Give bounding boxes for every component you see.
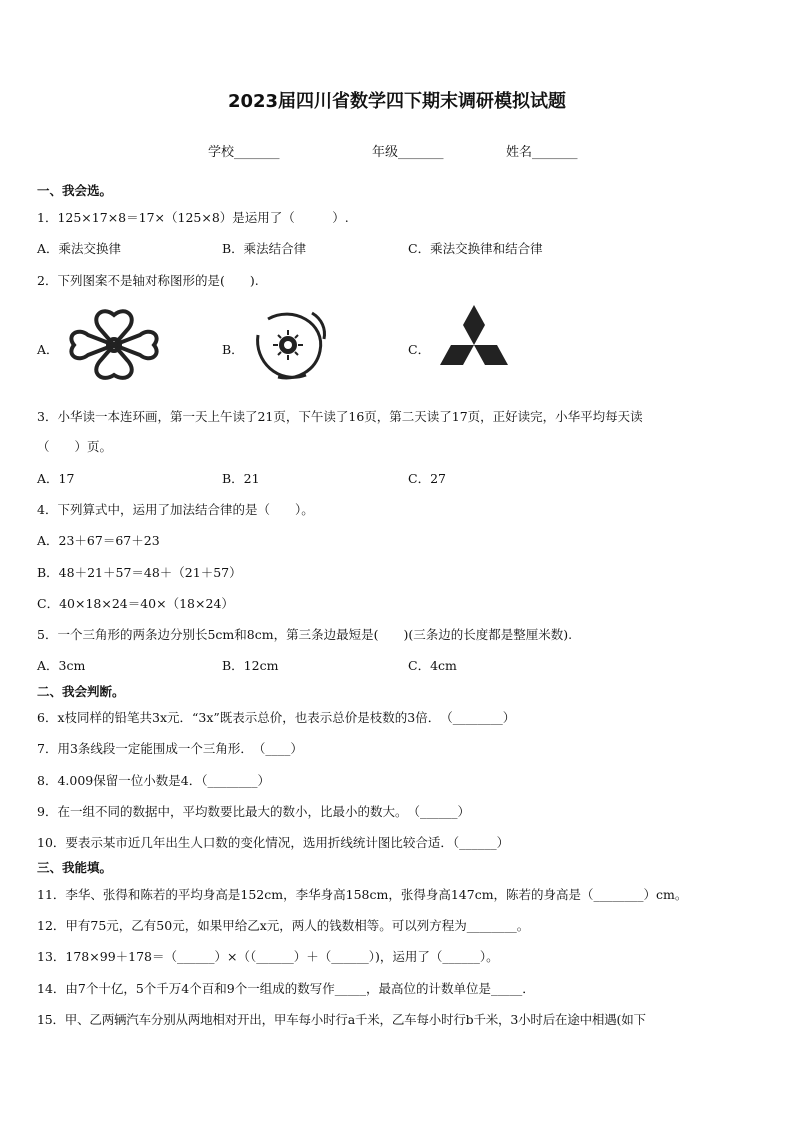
q4-option-c: C．40×18×24＝40×（18×24） xyxy=(37,596,234,611)
question-11: 11．李华、张得和陈若的平均身高是152cm，李华身高158cm，张得身高147cm，陈若的身高是（________）cm。 xyxy=(37,887,688,902)
question-12: 12．甲有75元，乙有50元，如果甲给乙x元，两人的钱数相等。可以列方程为________。 xyxy=(37,918,530,933)
question-3-continued: （ ）页。 xyxy=(37,439,113,454)
q3-option-c: C．27 xyxy=(408,471,446,486)
q1-option-b: B．乘法结合律 xyxy=(222,241,307,256)
section-heading-2: 二、我会判断。 xyxy=(37,684,125,699)
section-heading-3: 三、我能填。 xyxy=(37,860,113,875)
question-2: 2．下列图案不是轴对称图形的是( ). xyxy=(37,273,259,288)
knot-pattern-figure xyxy=(64,305,164,385)
q4-option-a: A．23＋67＝67＋23 xyxy=(37,533,160,548)
question-3: 3．小华读一本连环画，第一天上午读了21页，下午读了16页，第二天读了17页，正好读完，小华平均每天读 xyxy=(37,409,643,424)
question-15: 15．甲、乙两辆汽车分别从两地相对开出，甲车每小时行a千米，乙车每小时行b千米，3小时后在途中相遇(如下 xyxy=(37,1012,646,1027)
question-14: 14．由7个十亿，5个千万4个百和9个一组成的数写作_____，最高位的计数单位是_____． xyxy=(37,981,535,996)
diamond-emblem-figure xyxy=(436,305,512,385)
question-13: 13．178×99＋178＝（______）×（（______）＋（______）)，运用了（______）。 xyxy=(37,949,499,964)
q1-option-a: A．乘法交换律 xyxy=(37,241,122,256)
q3-option-a: A．17 xyxy=(37,471,75,486)
q5-option-c: C．4cm xyxy=(408,658,457,673)
grade-field: 年级_______ xyxy=(372,145,444,160)
question-10: 10．要表示某市近几年出生人口数的变化情况，选用折线统计图比较合适．（______） xyxy=(37,835,510,850)
q2-option-a: A． xyxy=(37,342,59,357)
school-field: 学校_______ xyxy=(208,145,280,160)
q2-option-c: C． xyxy=(408,342,431,357)
q4-option-b: B．48＋21＋57＝48＋（21＋57） xyxy=(37,565,242,580)
question-6: 6．x枝同样的铅笔共3x元．“3x”既表示总价，也表示总价是枝数的3倍． （________） xyxy=(37,710,516,725)
q1-option-c: C．乘法交换律和结合律 xyxy=(408,241,543,256)
q5-option-a: A．3cm xyxy=(37,658,86,673)
q2-option-b: B． xyxy=(222,342,244,357)
question-5: 5．一个三角形的两条边分别长5cm和8cm，第三条边最短是( )(三条边的长度都是整厘米数). xyxy=(37,627,573,642)
question-8: 8．4.009保留一位小数是4．（________） xyxy=(37,773,270,788)
section-heading-1: 一、我会选。 xyxy=(37,183,113,198)
q3-option-b: B．21 xyxy=(222,471,260,486)
question-9: 9．在一组不同的数据中，平均数要比最大的数小，比最小的数大。 （______） xyxy=(37,804,470,819)
name-field: 姓名_______ xyxy=(506,145,578,160)
question-4: 4．下列算式中，运用了加法结合律的是（ ）。 xyxy=(37,502,314,517)
q5-option-b: B．12cm xyxy=(222,658,279,673)
swirl-emblem-figure xyxy=(248,305,328,385)
question-1: 1．125×17×8＝17×（125×8）是运用了（ ）. xyxy=(37,210,349,225)
page-title: 2023届四川省数学四下期末调研模拟试题 xyxy=(227,91,567,112)
question-7: 7．用3条线段一定能围成一个三角形． （____） xyxy=(37,741,303,756)
